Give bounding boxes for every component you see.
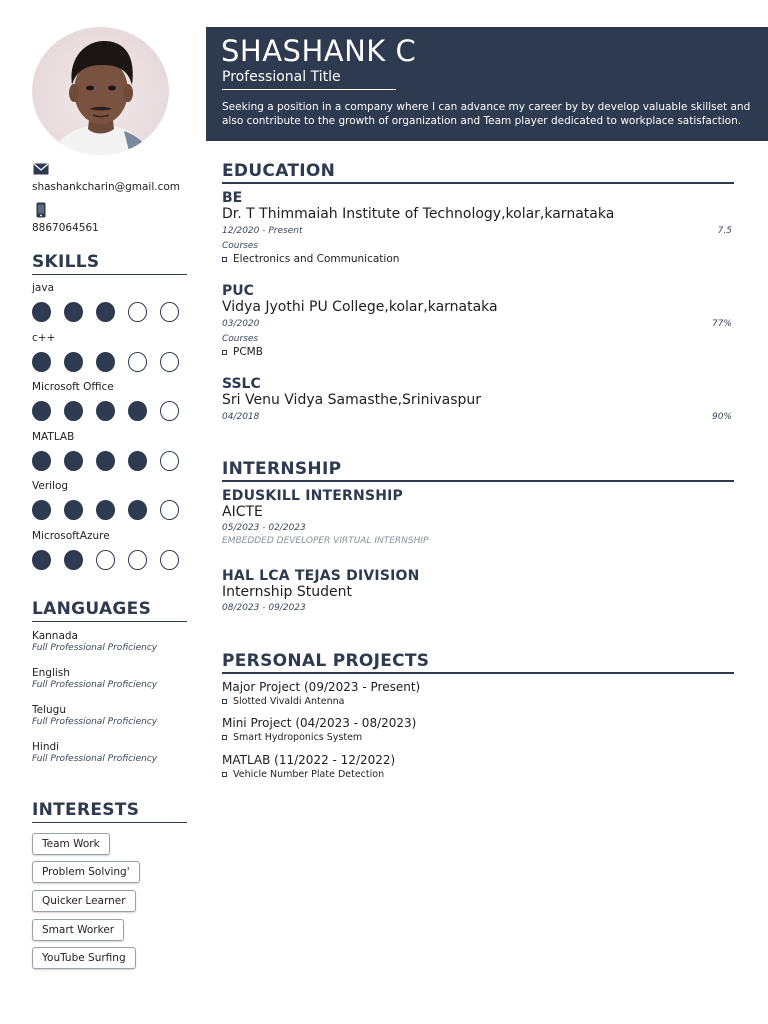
project-detail <box>222 732 732 743</box>
education-score: 77% <box>711 319 732 329</box>
rating-dot-filled <box>32 401 51 421</box>
language-level: Full Professional Proficiency <box>32 717 158 727</box>
internship-date: 08/2023 - 09/2023 <box>222 603 306 613</box>
rating-dot-filled <box>96 500 115 520</box>
square-bullet-icon <box>222 350 227 355</box>
rating-dot-empty <box>160 451 179 471</box>
interest-tag: Smart Worker <box>32 919 124 941</box>
internship-heading: INTERNSHIP <box>222 459 734 482</box>
interest-tag: Problem Solving' <box>32 861 140 883</box>
rating-dot-filled <box>128 500 147 520</box>
phone-text: 8867064561 <box>32 222 99 234</box>
rating-dot-empty <box>160 500 179 520</box>
candidate-name: SHASHANK C <box>221 34 417 68</box>
rating-dot-filled <box>64 302 83 322</box>
rating-dot-empty <box>160 352 179 372</box>
summary-text: Seeking a position in a company where I can advance my career by by develop valuable skillset and also contribute to the growth of organization and Team player dedicated to workplace satisfaction. <box>222 101 751 127</box>
project-title: MATLAB (11/2022 - 12/2022) <box>222 753 396 767</box>
rating-dot-filled <box>128 401 147 421</box>
project-title: Major Project (09/2023 - Present) <box>222 680 421 694</box>
internship-org: HAL LCA TEJAS DIVISION <box>222 568 420 584</box>
education-item <box>222 376 732 422</box>
language-level: Full Professional Proficiency <box>32 680 158 690</box>
interest-tag: Quicker Learner <box>32 890 136 912</box>
projects-heading: PERSONAL PROJECTS <box>222 651 734 674</box>
interests-heading: INTERESTS <box>32 800 187 823</box>
internship-role: AICTE <box>222 504 263 520</box>
internship-item <box>222 488 732 546</box>
language-name: Kannada <box>32 630 78 642</box>
rating-dot-filled <box>96 302 115 322</box>
rating-dot-empty <box>160 401 179 421</box>
project-detail <box>222 769 732 780</box>
square-bullet-icon <box>222 699 227 704</box>
project-detail <box>222 696 732 707</box>
rating-dot-empty <box>96 550 115 570</box>
skill-name: Microsoft Office <box>32 381 114 393</box>
skill-name: MATLAB <box>32 430 75 443</box>
square-bullet-icon <box>222 772 227 777</box>
rating-dot-empty <box>128 302 147 322</box>
education-school: Sri Venu Vidya Samasthe,Srinivaspur <box>222 392 482 408</box>
mobile-phone-icon <box>36 202 46 218</box>
rating-dot-filled <box>32 550 51 570</box>
internship-date: 05/2023 - 02/2023 <box>222 523 306 533</box>
internship-description: EMBEDDED DEVELOPER VIRTUAL INTERNSHIP <box>222 536 429 546</box>
skill-item <box>32 282 192 322</box>
skill-item <box>32 530 192 570</box>
interest-tag: YouTube Surfing <box>32 947 136 969</box>
email-text: shashankcharin@gmail.com <box>32 181 181 193</box>
interest-tag: Team Work <box>32 833 110 855</box>
language-level: Full Professional Proficiency <box>32 754 158 764</box>
education-date: 03/2020 <box>222 319 260 329</box>
rating-dot-filled <box>32 302 51 322</box>
language-item <box>32 630 157 653</box>
rating-dot-filled <box>64 550 83 570</box>
skill-name: c++ <box>32 331 56 344</box>
project-item <box>222 753 732 780</box>
language-name: Telugu <box>32 704 66 716</box>
skill-rating <box>32 352 192 372</box>
rating-dot-filled <box>96 451 115 471</box>
skills-heading: SKILLS <box>32 252 187 275</box>
skill-item <box>32 480 192 520</box>
education-item <box>222 283 732 358</box>
project-detail-text: Vehicle Number Plate Detection <box>233 769 385 780</box>
education-degree: PUC <box>222 283 254 299</box>
course-name: Electronics and Communication <box>233 253 400 265</box>
skill-rating <box>32 550 192 570</box>
rating-dot-empty <box>160 550 179 570</box>
language-item <box>32 667 157 690</box>
education-degree: SSLC <box>222 376 261 392</box>
internship-org: EDUSKILL INTERNSHIP <box>222 488 404 504</box>
education-school: Dr. T Thimmaiah Institute of Technology,kolar,karnataka <box>222 206 615 222</box>
rating-dot-empty <box>128 550 147 570</box>
rating-dot-filled <box>32 500 51 520</box>
rating-dot-empty <box>128 352 147 372</box>
rating-dot-filled <box>96 401 115 421</box>
skill-name: MicrosoftAzure <box>32 529 110 542</box>
language-name: English <box>32 667 70 679</box>
envelope-icon <box>33 163 49 175</box>
skill-item <box>32 381 192 421</box>
rating-dot-empty <box>160 302 179 322</box>
skill-name: java <box>32 282 54 294</box>
courses-label: Courses <box>222 241 259 251</box>
internship-item <box>222 568 732 613</box>
education-heading: EDUCATION <box>222 161 734 184</box>
education-school: Vidya Jyothi PU College,kolar,karnataka <box>222 299 498 315</box>
skill-rating <box>32 451 192 471</box>
education-score: 7.5 <box>717 226 732 236</box>
courses-label: Courses <box>222 334 259 344</box>
rating-dot-filled <box>64 352 83 372</box>
language-name: Hindi <box>32 741 60 753</box>
internship-role: Internship Student <box>222 584 352 600</box>
skill-item <box>32 332 192 372</box>
language-item <box>32 741 157 764</box>
course-item <box>222 346 732 358</box>
rating-dot-filled <box>96 352 115 372</box>
skill-rating <box>32 500 192 520</box>
project-detail-text: Slotted Vivaldi Antenna <box>233 696 345 707</box>
education-score: 90% <box>711 412 732 422</box>
rating-dot-filled <box>64 500 83 520</box>
education-degree: BE <box>222 190 243 206</box>
square-bullet-icon <box>222 257 227 262</box>
language-item <box>32 704 157 727</box>
project-detail-text: Smart Hydroponics System <box>233 732 363 743</box>
project-item <box>222 716 732 743</box>
professional-title: Professional Title <box>222 69 396 90</box>
language-level: Full Professional Proficiency <box>32 643 158 653</box>
square-bullet-icon <box>222 735 227 740</box>
education-date: 04/2018 <box>222 412 260 422</box>
profile-photo-graphic <box>32 27 169 155</box>
rating-dot-filled <box>64 451 83 471</box>
project-item <box>222 680 732 707</box>
education-date: 12/2020 - Present <box>222 226 303 236</box>
languages-heading: LANGUAGES <box>32 599 187 622</box>
rating-dot-filled <box>128 451 147 471</box>
skill-rating <box>32 401 192 421</box>
skill-rating <box>32 302 192 322</box>
course-name: PCMB <box>233 346 263 358</box>
header-banner <box>206 27 768 141</box>
education-item <box>222 190 732 265</box>
profile-photo <box>32 27 169 155</box>
rating-dot-filled <box>32 352 51 372</box>
skill-item <box>32 431 192 471</box>
rating-dot-filled <box>64 401 83 421</box>
course-item <box>222 253 732 265</box>
rating-dot-filled <box>32 451 51 471</box>
project-title: Mini Project (04/2023 - 08/2023) <box>222 716 417 730</box>
skill-name: Verilog <box>32 480 69 492</box>
